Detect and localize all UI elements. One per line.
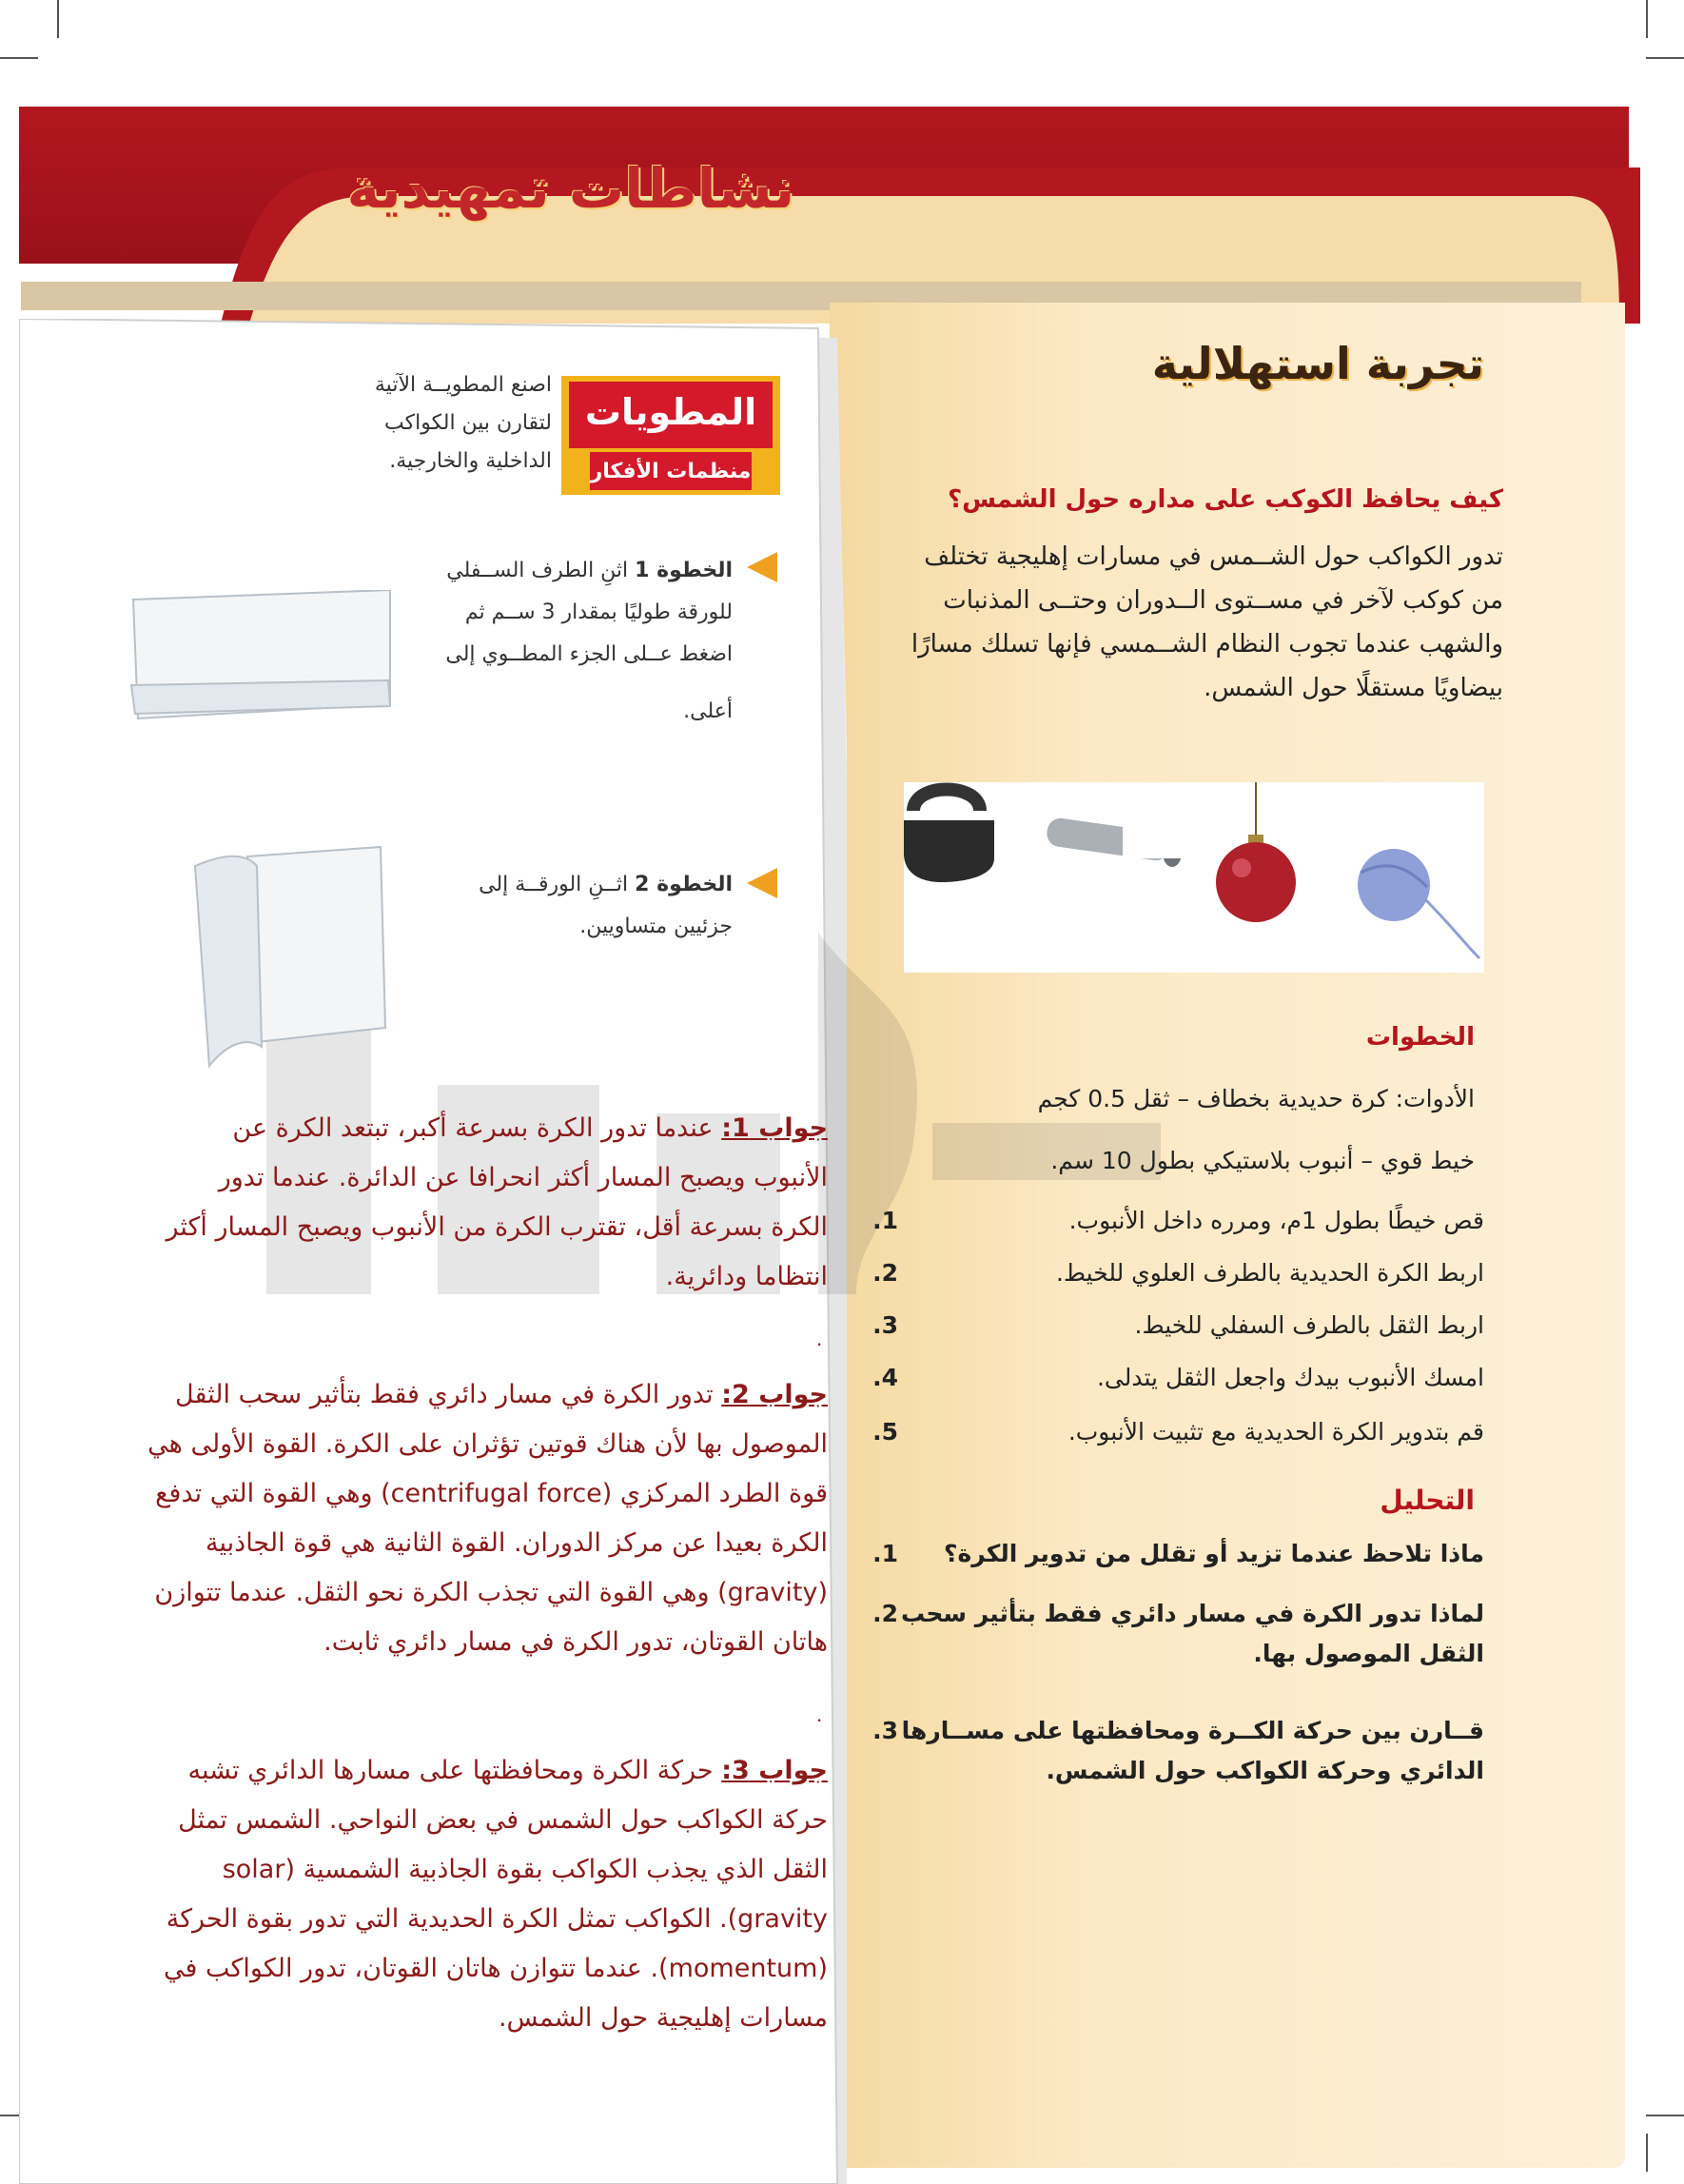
answer-line: حركة الكواكب حول الشمس في بعض النواحي. الشمس تمثل xyxy=(178,1805,828,1835)
step-item xyxy=(856,1418,1484,1446)
step-arrow-icon xyxy=(747,552,777,582)
step-line: اثــنِ الورقــة إلى xyxy=(479,873,629,896)
answer-line: الكرة بعيدا عن مركز الدوران. القوة الثانية هي قوة الجاذبية xyxy=(206,1528,828,1558)
crop-mark xyxy=(1646,57,1684,59)
step-label: الخطوة 1 xyxy=(635,559,733,582)
answer-2 xyxy=(29,1370,828,1667)
answer-line: الثقل الذي يجذب الكواكب بقوة الجاذبية الشمسية (solar xyxy=(222,1855,828,1884)
intro-line: من كوكب لآخر في مســتوى الــدوران وحتــى المذنبات xyxy=(943,586,1503,615)
question-number: 1. xyxy=(872,1540,898,1567)
step-text: قم بتدوير الكرة الحديدية مع تثبيت الأنبوب. xyxy=(1067,1418,1484,1446)
step-line: اضغط عــلى الجزء المطــوي إلى xyxy=(445,642,733,666)
question-text: قــارن بين حركة الكــرة ومحافظتها على مســارها الدائري وحركة الكواكب حول الشمس. xyxy=(901,1717,1484,1784)
stray-dot: . xyxy=(816,1703,823,1726)
intro-line: اصنع المطويــة الآتية لتقارن بين الكواكب xyxy=(374,373,552,435)
intro-line: تدور الكواكب حول الشــمس في مسارات إهليجية تختلف xyxy=(924,542,1503,571)
folded-paper-illustration-2 xyxy=(190,837,400,1075)
question-number: 3. xyxy=(872,1717,898,1744)
step-text: اربط الكرة الحديدية بالطرف العلوي للخيط. xyxy=(1055,1259,1484,1287)
experiment-question: كيف يحافظ الكوكب على مداره حول الشمس؟ xyxy=(948,485,1503,514)
step-number: 1. xyxy=(872,1207,898,1234)
question-text: ماذا تلاحظ عندما تزيد أو تقلل من تدوير الكرة؟ xyxy=(943,1540,1484,1567)
answer-line: الموصول بها لأن هناك قوتين تؤثران على الكرة. القوة الأولى هي xyxy=(147,1429,828,1459)
step-item xyxy=(856,1259,1484,1287)
materials-photo xyxy=(904,782,1484,973)
crop-mark xyxy=(57,0,59,38)
folded-paper-illustration-1 xyxy=(124,590,400,723)
foldables-intro xyxy=(323,366,552,481)
step-line: اثنِ الطرف الســفلي xyxy=(446,559,629,582)
step-item xyxy=(856,1207,1484,1234)
experiment-intro xyxy=(856,535,1503,710)
answer-line: مسارات إهليجية حول الشمس. xyxy=(498,2003,828,2033)
step-item xyxy=(856,1311,1484,1339)
answer-line: الأنبوب ويصبح المسار أكثر انحرافا عن الدائرة. عندما تدور xyxy=(218,1163,828,1192)
answer-line: حركة الكرة ومحافظتها على مسارها الدائري تشبه xyxy=(187,1756,714,1785)
badge-subtitle: منظمات الأفكار xyxy=(590,460,752,483)
answer-line: gravity). الكواكب تمثل الكرة الحديدية التي تدور بقوة الحركة xyxy=(166,1904,828,1934)
tools-line: الأدوات: كرة حديدية بخطاف – ثقل 0.5 كجم xyxy=(1037,1085,1475,1112)
step-arrow-icon xyxy=(747,868,777,898)
crop-mark xyxy=(0,57,38,59)
step-line: أعلى. xyxy=(683,699,733,723)
answer-line: (momentum). عندما تتوازن هاتان القوتان، تدور الكواكب في xyxy=(164,1954,828,1983)
step-label: الخطوة 2 xyxy=(635,873,733,896)
fold-step-2 xyxy=(428,864,733,948)
intro-line: الداخلية والخارجية. xyxy=(389,449,552,473)
intro-line: والشهب عندما تجوب النظام الشــمسي فإنها تسلك مسارًا xyxy=(911,630,1503,659)
badge-title: المطويات xyxy=(584,391,757,433)
step-line: للورقة طوليًا بمقدار 3 ســم ثم xyxy=(464,600,733,624)
intro-line: بيضاويًا مستقلًا حول الشمس. xyxy=(1204,674,1503,702)
page-title: نشاطات تمهيدية xyxy=(346,156,795,221)
answer-line: عندما تدور الكرة بسرعة أكبر، تبتعد الكرة عن xyxy=(232,1113,714,1143)
crop-mark xyxy=(1646,2115,1684,2116)
question-text: لماذا تدور الكرة في مسار دائري فقط بتأثير سحب الثقل الموصول بها. xyxy=(900,1600,1484,1667)
analysis-question xyxy=(856,1534,1484,1574)
crop-mark xyxy=(1646,2134,1648,2172)
step-number: 3. xyxy=(872,1311,898,1339)
step-number: 4. xyxy=(872,1364,898,1391)
fold-step-1 xyxy=(428,550,733,733)
analysis-question xyxy=(856,1594,1484,1674)
answer-line: تدور الكرة في مسار دائري فقط بتأثير سحب الثقل xyxy=(175,1380,714,1409)
step-text: قص خيطًا بطول 1م، ومرره داخل الأنبوب. xyxy=(1068,1207,1484,1234)
step-line: جزئيين متساويين. xyxy=(579,915,733,938)
answer-line: هاتان القوتان، تدور الكرة في مسار دائري ثابت. xyxy=(323,1627,828,1657)
answer-line: (gravity) وهي القوة التي تجذب الكرة نحو الثقل. عندما تتوازن xyxy=(154,1578,828,1607)
question-number: 2. xyxy=(872,1600,898,1627)
answer-3 xyxy=(29,1746,828,2043)
answer-label: جواب 1: xyxy=(721,1113,828,1143)
experiment-title: تجربة استهلالية xyxy=(1151,338,1484,389)
stray-dot: . xyxy=(816,1328,823,1350)
analysis-question xyxy=(856,1711,1484,1791)
step-number: 2. xyxy=(872,1259,898,1287)
answer-line: الكرة بسرعة أقل، تقترب الكرة من الأنبوب ويصبح المسار أكثر xyxy=(166,1212,828,1242)
answer-label: جواب 2: xyxy=(721,1380,828,1409)
step-item xyxy=(856,1364,1484,1391)
step-text: امسك الأنبوب بيدك واجعل الثقل يتدلى. xyxy=(1096,1364,1484,1391)
step-text: اربط الثقل بالطرف السفلي للخيط. xyxy=(1134,1311,1484,1339)
answer-line: انتظاما ودائرية. xyxy=(665,1262,828,1291)
analysis-heading: التحليل xyxy=(1380,1485,1475,1516)
steps-heading: الخطوات xyxy=(1365,1023,1475,1052)
answer-label: جواب 3: xyxy=(721,1756,828,1785)
step-number: 5. xyxy=(872,1418,898,1446)
answer-1 xyxy=(29,1104,828,1302)
answer-line: قوة الطرد المركزي (centrifugal force) وهي القوة التي تدفع xyxy=(155,1479,828,1508)
tools-line: خيط قوي – أنبوب بلاستيكي بطول 10 سم. xyxy=(1050,1147,1475,1174)
crop-mark xyxy=(1646,0,1648,38)
